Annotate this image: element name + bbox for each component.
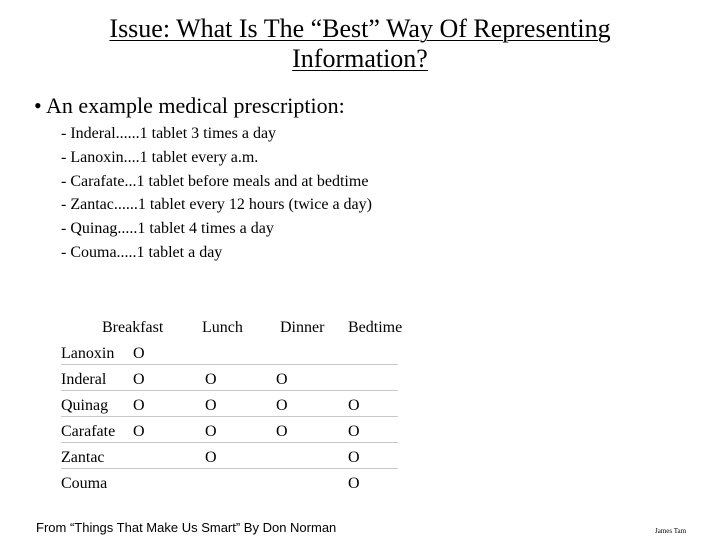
row-divider [61,390,398,391]
dose-mark: O [205,423,217,440]
column-header-breakfast: Breakfast [102,319,164,336]
dose-mark: O [133,371,145,388]
dose-mark: O [348,397,360,414]
row-label-inderal: Inderal [61,371,107,388]
dose-mark: O [205,449,217,466]
author-credit: James Tam [655,527,687,535]
row-label-zantac: Zantac [61,449,105,466]
dose-mark: O [133,345,145,362]
prescription-item: - Lanoxin....1 tablet every a.m. [61,148,259,166]
dose-mark: O [348,475,360,492]
dose-mark: O [276,397,288,414]
dose-mark: O [348,423,360,440]
prescription-item: - Zantac......1 tablet every 12 hours (twice a day) [61,196,372,214]
source-citation: From “Things That Make Us Smart” By Don Norman [36,520,337,535]
dose-mark: O [205,397,217,414]
row-label-quinag: Quinag [61,397,109,414]
dose-mark: O [205,371,217,388]
row-label-carafate: Carafate [61,423,116,440]
prescription-item: - Inderal......1 tablet 3 times a day [61,125,277,142]
column-header-bedtime: Bedtime [348,319,403,336]
row-divider [61,468,398,469]
slide-title-line-2: Information? [292,44,428,73]
prescription-item: - Couma.....1 tablet a day [61,243,223,261]
prescription-item: - Quinag.....1 tablet 4 times a day [61,220,274,238]
row-label-couma: Couma [61,475,108,492]
column-header-dinner: Dinner [280,319,325,336]
column-header-lunch: Lunch [202,319,243,336]
prescription-item: - Carafate...1 tablet before meals and at bedtime [61,172,369,190]
bullet-heading: • An example medical prescription: [34,93,345,118]
dose-mark: O [276,423,288,440]
dose-mark: O [133,423,145,440]
row-divider [61,364,398,365]
row-divider [61,442,398,443]
row-divider [61,416,398,417]
slide-title-line-1: Issue: What Is The “Best” Way Of Representing [109,14,611,43]
dose-mark: O [276,371,288,388]
dose-mark: O [133,397,145,414]
row-label-lanoxin: Lanoxin [61,345,115,362]
dose-mark: O [348,449,360,466]
